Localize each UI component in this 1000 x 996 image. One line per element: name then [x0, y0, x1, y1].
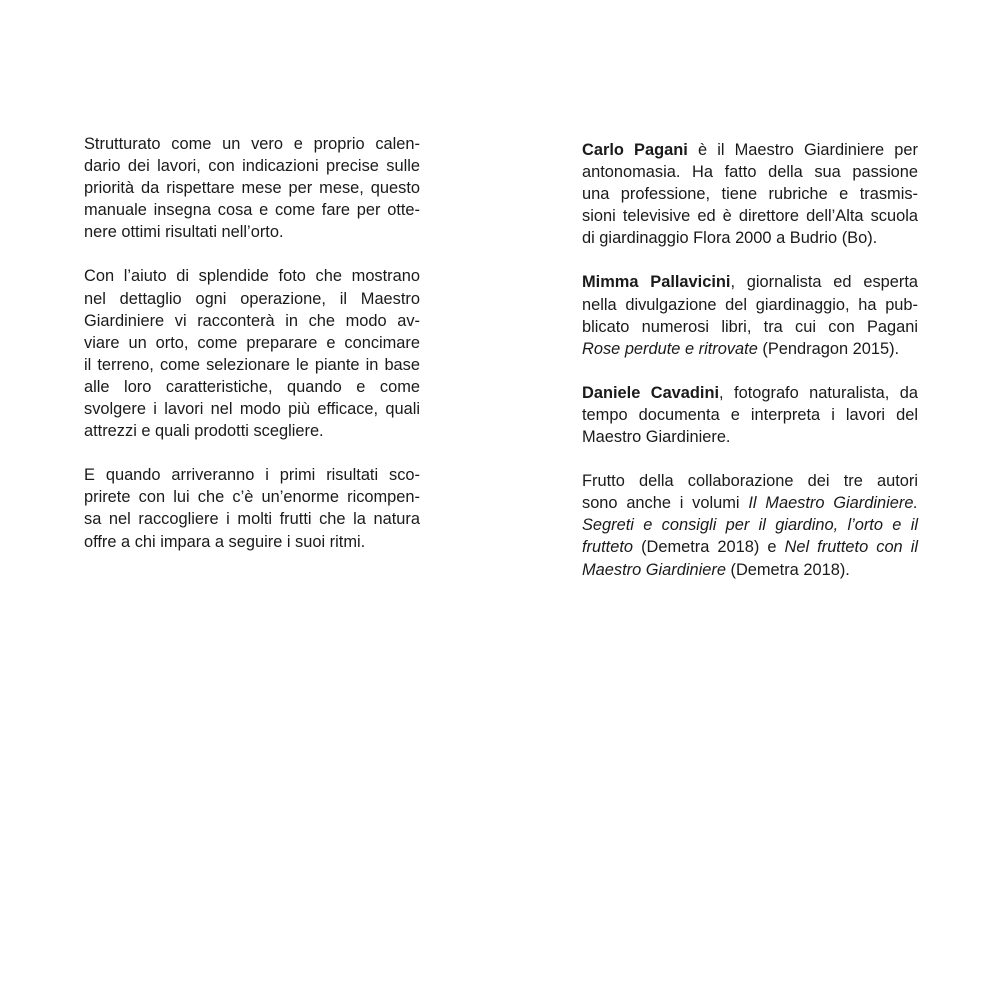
text-line: viare un orto, come preparare e concimare [84, 333, 420, 352]
book-title: Maestro Giardiniere [582, 560, 726, 579]
text-line [582, 536, 918, 558]
text-line: nella divulgazione del giardinaggio, ha pub- [582, 295, 918, 314]
text-line: nere ottimi risultati nell’orto. [84, 223, 284, 242]
text-line: il terreno, come selezionare le piante in base [84, 355, 420, 374]
author-name: Daniele Cavadini [582, 383, 720, 402]
text-fragment: (Demetra 2018). [725, 560, 850, 579]
text-line: alle loro caratteristiche, quando e come [84, 377, 420, 396]
bio-mimma-pallavicini [582, 271, 918, 359]
text-fragment: sono anche i volumi [582, 494, 749, 513]
text-line: E quando arriveranno i primi risultati sco- [84, 466, 420, 485]
text-line: Strutturato come un vero e proprio calen- [84, 135, 420, 153]
results-paragraph [84, 464, 420, 552]
intro-paragraph [84, 133, 420, 243]
book-title: Segreti e consigli per il giardino, l’orto e il [582, 516, 918, 535]
author-name: Carlo Pagani [582, 141, 688, 159]
text-fragment: , fotografo naturalista, da [719, 383, 918, 402]
text-fragment: (Pendragon 2015). [757, 339, 900, 358]
text-line: sa nel raccogliere i molti frutti che la natura [84, 510, 420, 529]
text-line: una professione, tiene rubriche e trasmis- [582, 185, 918, 204]
text-fragment: è il Maestro Giardiniere per [687, 141, 918, 159]
text-line: antonomasia. Ha fatto della sua passione [582, 163, 918, 182]
text-line: svolgere i lavori nel modo più efficace, quali [84, 400, 420, 419]
text-line: di giardinaggio Flora 2000 a Budrio (Bo). [582, 229, 878, 248]
book-title: Il Maestro Giardiniere. [748, 494, 919, 513]
book-title: Nel frutteto con il [784, 538, 918, 557]
text-line [582, 139, 918, 161]
text-line: manuale insegna cosa e come fare per otte- [84, 201, 420, 220]
bio-carlo-pagani [582, 139, 918, 249]
text-line: blicato numerosi libri, tra cui con Pagani [582, 317, 918, 336]
text-line [582, 271, 918, 293]
text-line: Frutto della collaborazione dei tre autori [582, 472, 918, 491]
text-line: Con l’aiuto di splendide foto che mostrano [84, 267, 420, 286]
photos-paragraph [84, 265, 420, 442]
text-line: nel dettaglio ogni operazione, il Maestro [84, 289, 420, 308]
text-line [582, 514, 918, 536]
text-line: dario dei lavori, con indicazioni precise sulle [84, 157, 420, 176]
right-column [582, 139, 918, 603]
text-line: priorità da rispettare mese per mese, questo [84, 179, 420, 198]
text-line [582, 382, 918, 404]
text-line: offre a chi impara a seguire i suoi ritmi. [84, 532, 366, 551]
book-title: frutteto [582, 538, 634, 557]
book-title: Rose perdute e ritrovate [582, 339, 758, 358]
text-line: prirete con lui che c’è un’enorme ricompen- [84, 488, 420, 507]
left-column [84, 133, 420, 575]
bio-daniele-cavadini [582, 382, 918, 448]
author-name: Mimma Pallavicini [582, 273, 731, 292]
text-fragment: (Demetra 2018) e [633, 538, 785, 557]
text-line: attrezzi e quali prodotti scegliere. [84, 422, 324, 441]
text-line: Maestro Giardiniere. [582, 428, 731, 447]
text-line: sioni televisive ed è direttore dell’Alta scuola [582, 207, 918, 226]
collaboration-paragraph [582, 470, 918, 580]
text-line [582, 559, 918, 581]
text-line [582, 338, 918, 360]
text-fragment: , giornalista ed esperta [730, 273, 919, 292]
text-line: tempo documenta e interpreta i lavori del [582, 405, 918, 424]
text-line [582, 492, 918, 514]
text-line: Giardiniere vi racconterà in che modo av- [84, 311, 420, 330]
